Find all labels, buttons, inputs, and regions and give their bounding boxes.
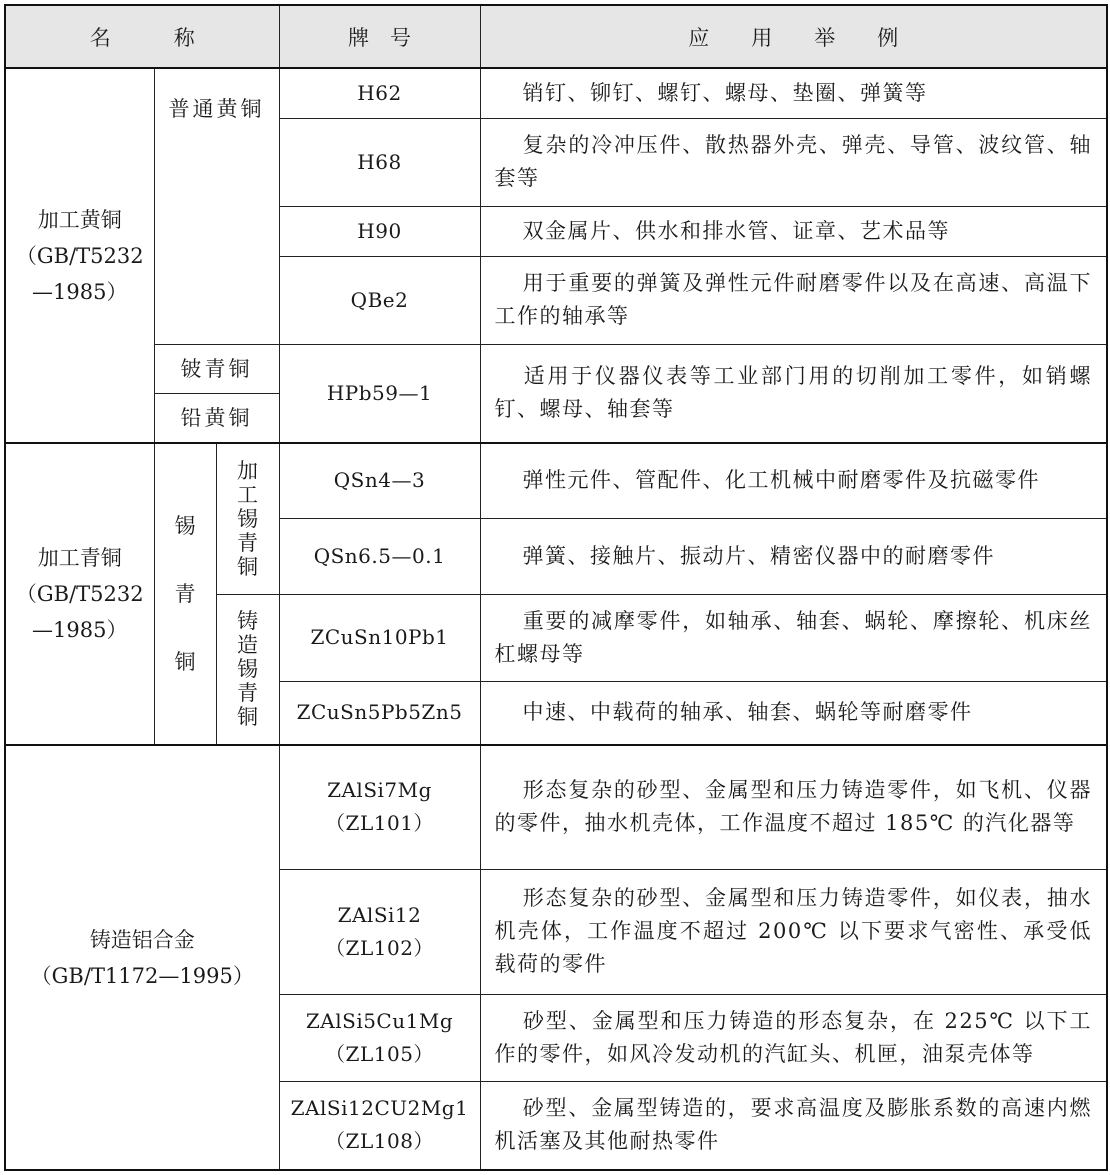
grade-cell: ZAlSi12CU2Mg1 （ZL108） xyxy=(279,1081,480,1170)
grade-cell: H68 xyxy=(279,118,480,206)
group-standard-year: —1985） xyxy=(32,618,128,642)
subgroup-name: 加 工 锡 青 铜 xyxy=(216,443,279,594)
subgroup-name: 铅黄铜 xyxy=(154,393,279,443)
subgroup-name: 铍青铜 xyxy=(154,344,279,393)
application-cell: 复杂的冷冲压件、散热器外壳、弹壳、导管、波纹管、轴套等 xyxy=(480,118,1107,206)
table-row xyxy=(5,443,1107,518)
grade-cell: H90 xyxy=(279,206,480,256)
copper-alloy-applications-table xyxy=(4,4,1108,1171)
group-name-cell xyxy=(5,443,154,745)
grade-cell: QBe2 xyxy=(279,256,480,344)
grade-cell: ZAlSi5Cu1Mg （ZL105） xyxy=(279,994,480,1081)
table-row xyxy=(5,344,1107,393)
application-cell: 形态复杂的砂型、金属型和压力铸造零件，如仪表，抽水机壳体，工作温度不超过 200℃ 以下要求气密性、承受低载荷的零件 xyxy=(480,869,1107,994)
application-cell: 形态复杂的砂型、金属型和压力铸造零件，如飞机、仪器的零件，抽水机壳体，工作温度不超过 185℃ 的汽化器等 xyxy=(480,745,1107,869)
application-cell: 销钉、铆钉、螺钉、螺母、垫圈、弹簧等 xyxy=(480,68,1107,118)
application-cell: 弹簧、接触片、振动片、精密仪器中的耐磨零件 xyxy=(480,518,1107,594)
grade-cell: ZCuSn5Pb5Zn5 xyxy=(279,681,480,745)
category-name: 锡 青 铜 xyxy=(154,443,216,745)
application-cell: 砂型、金属型和压力铸造的形态复杂，在 225℃ 以下工作的零件，如风冷发动机的汽缸头、机匣，油泵壳体等 xyxy=(480,994,1107,1081)
group-name-cell xyxy=(5,68,154,443)
table-row xyxy=(5,68,1107,118)
group-standard: （GB/T1172—1995） xyxy=(30,963,254,988)
application-cell: 重要的减摩零件，如轴承、轴套、蜗轮、摩擦轮、机床丝杠螺母等 xyxy=(480,594,1107,681)
application-cell: 适用于仪器仪表等工业部门用的切削加工零件，如销螺钉、螺母、轴套等 xyxy=(480,344,1107,443)
group-name-cell xyxy=(5,745,279,1170)
subgroup-name: 普通黄铜 xyxy=(154,68,279,344)
header-grade: 牌 号 xyxy=(279,5,480,68)
header-name: 名 称 xyxy=(5,5,279,68)
application-cell: 双金属片、供水和排水管、证章、艺术品等 xyxy=(480,206,1107,256)
grade-cell: ZCuSn10Pb1 xyxy=(279,594,480,681)
group-standard: （GB/T5232 xyxy=(15,243,144,268)
header-application: 应 用 举 例 xyxy=(480,5,1107,68)
header-row xyxy=(5,5,1107,68)
grade-cell: QSn4—3 xyxy=(279,443,480,518)
application-cell: 用于重要的弹簧及弹性元件耐磨零件以及在高速、高温下工作的轴承等 xyxy=(480,256,1107,344)
group-name: 加工青铜 xyxy=(37,546,122,570)
table-row xyxy=(5,745,1107,869)
grade-cell: HPb59—1 xyxy=(279,344,480,443)
grade-cell: ZAlSi7Mg （ZL101） xyxy=(279,745,480,869)
grade-cell: QSn6.5—0.1 xyxy=(279,518,480,594)
group-standard: （GB/T5232 xyxy=(15,582,144,606)
grade-cell: ZAlSi12 （ZL102） xyxy=(279,869,480,994)
grade-cell: H62 xyxy=(279,68,480,118)
application-cell: 砂型、金属型铸造的，要求高温度及膨胀系数的高速内燃机活塞及其他耐热零件 xyxy=(480,1081,1107,1170)
application-cell: 弹性元件、管配件、化工机械中耐磨零件及抗磁零件 xyxy=(480,443,1107,518)
application-cell: 中速、中载荷的轴承、轴套、蜗轮等耐磨零件 xyxy=(480,681,1107,745)
group-name: 铸造铝合金 xyxy=(89,927,195,952)
group-standard-year: —1985） xyxy=(32,279,128,304)
group-name: 加工黄铜 xyxy=(37,207,122,232)
subgroup-name: 铸 造 锡 青 铜 xyxy=(216,594,279,745)
